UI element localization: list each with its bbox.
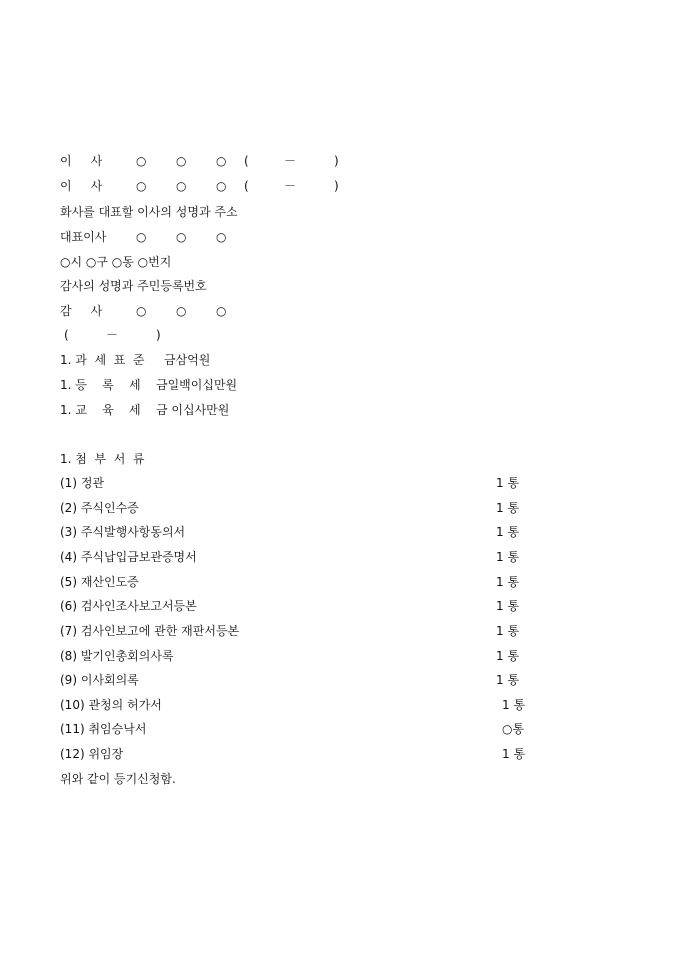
officer-line xyxy=(60,177,339,195)
attachment-count: 1 통 xyxy=(496,649,520,663)
id-paren-close: ) xyxy=(156,328,161,342)
auditor-name-placeholder: ○ xyxy=(216,304,227,318)
attachment-item xyxy=(60,548,520,566)
attachment-item xyxy=(60,499,520,517)
id-paren-close: ) xyxy=(334,154,339,168)
auditor-name-placeholder: ○ xyxy=(176,304,187,318)
attachment-label: (4) 주식납입금보관증명서 xyxy=(60,550,197,564)
attachment-item xyxy=(60,647,520,665)
attachment-label: (9) 이사회의록 xyxy=(60,673,139,687)
attachment-item xyxy=(60,745,526,763)
attachment-count: 1 통 xyxy=(496,599,520,613)
auditor-name-placeholder: ○ xyxy=(136,304,147,318)
id-dash: － xyxy=(106,328,119,342)
attachment-count: 1 통 xyxy=(496,550,520,564)
attachment-item xyxy=(60,523,520,541)
attachment-count: 1 통 xyxy=(496,624,520,638)
auditor-line xyxy=(60,302,227,320)
attachment-count: 1 통 xyxy=(496,476,520,490)
attachment-count: 1 통 xyxy=(502,747,526,761)
officer-title: 이 사 xyxy=(60,154,103,168)
attachment-label: (2) 주식인수증 xyxy=(60,501,139,515)
officer-name-placeholder: ○ xyxy=(216,179,227,193)
tax-line xyxy=(60,401,230,419)
officer-name-placeholder: ○ xyxy=(136,154,147,168)
officer-title: 이 사 xyxy=(60,179,103,193)
attachment-label: (3) 주식발행사항동의서 xyxy=(60,525,186,539)
id-paren-open: ( xyxy=(244,154,249,168)
attachment-count: 1 통 xyxy=(496,525,520,539)
attachment-count: 1 통 xyxy=(496,501,520,515)
tax-line xyxy=(60,351,211,369)
attachment-item xyxy=(60,474,520,492)
representative-name-placeholder: ○ xyxy=(136,230,147,244)
attachment-count: 1 통 xyxy=(496,673,520,687)
attachment-item xyxy=(60,622,520,640)
attachment-item xyxy=(60,696,526,714)
id-dash: － xyxy=(284,154,297,168)
auditor-id-line xyxy=(60,326,161,344)
tax-line xyxy=(60,376,238,394)
officer-name-placeholder: ○ xyxy=(136,179,147,193)
attachment-label: (11) 취임승낙서 xyxy=(60,722,147,736)
representative-line xyxy=(60,228,227,246)
tax-label: 1. 등 록 세 xyxy=(60,378,141,392)
representative-address: ○시 ○구 ○동 ○번지 xyxy=(60,255,172,269)
auditor-heading: 감사의 성명과 주민등록번호 xyxy=(60,279,207,293)
attachment-label: (12) 위임장 xyxy=(60,747,124,761)
attachment-item xyxy=(60,671,520,689)
representative-name-placeholder: ○ xyxy=(176,230,187,244)
attachment-item xyxy=(60,720,525,738)
representative-name-placeholder: ○ xyxy=(216,230,227,244)
officer-name-placeholder: ○ xyxy=(176,154,187,168)
attachment-label: (8) 발기인총회의사록 xyxy=(60,649,174,663)
closing-statement: 위와 같이 등기신청함. xyxy=(60,772,176,786)
tax-label: 1. 과 세 표 준 xyxy=(60,353,145,367)
id-paren-open: ( xyxy=(244,179,249,193)
tax-amount: 금 이십사만원 xyxy=(156,403,230,417)
id-paren-open: ( xyxy=(64,328,69,342)
auditor-title: 감 사 xyxy=(60,304,103,318)
attachment-item xyxy=(60,597,520,615)
representative-title: 대표이사 xyxy=(60,230,107,244)
attachment-label: (6) 검사인조사보고서등본 xyxy=(60,599,197,613)
attachment-label: (5) 재산인도증 xyxy=(60,575,139,589)
officer-name-placeholder: ○ xyxy=(176,179,187,193)
id-paren-close: ) xyxy=(334,179,339,193)
attachments-heading: 1. 첨 부 서 류 xyxy=(60,452,145,466)
attachment-label: (1) 정관 xyxy=(60,476,104,490)
attachment-count: ○통 xyxy=(502,722,525,736)
attachment-count: 1 통 xyxy=(496,575,520,589)
tax-label: 1. 교 육 세 xyxy=(60,403,141,417)
tax-amount: 금일백이십만원 xyxy=(156,378,238,392)
representative-heading: 화사를 대표할 이사의 성명과 주소 xyxy=(60,205,238,219)
attachment-label: (7) 검사인보고에 관한 재판서등본 xyxy=(60,624,240,638)
id-dash: － xyxy=(284,179,297,193)
attachment-count: 1 통 xyxy=(502,698,526,712)
attachment-item xyxy=(60,573,520,591)
officer-name-placeholder: ○ xyxy=(216,154,227,168)
attachment-label: (10) 관청의 허가서 xyxy=(60,698,162,712)
officer-line xyxy=(60,152,339,170)
tax-amount: 금삼억원 xyxy=(164,353,211,367)
